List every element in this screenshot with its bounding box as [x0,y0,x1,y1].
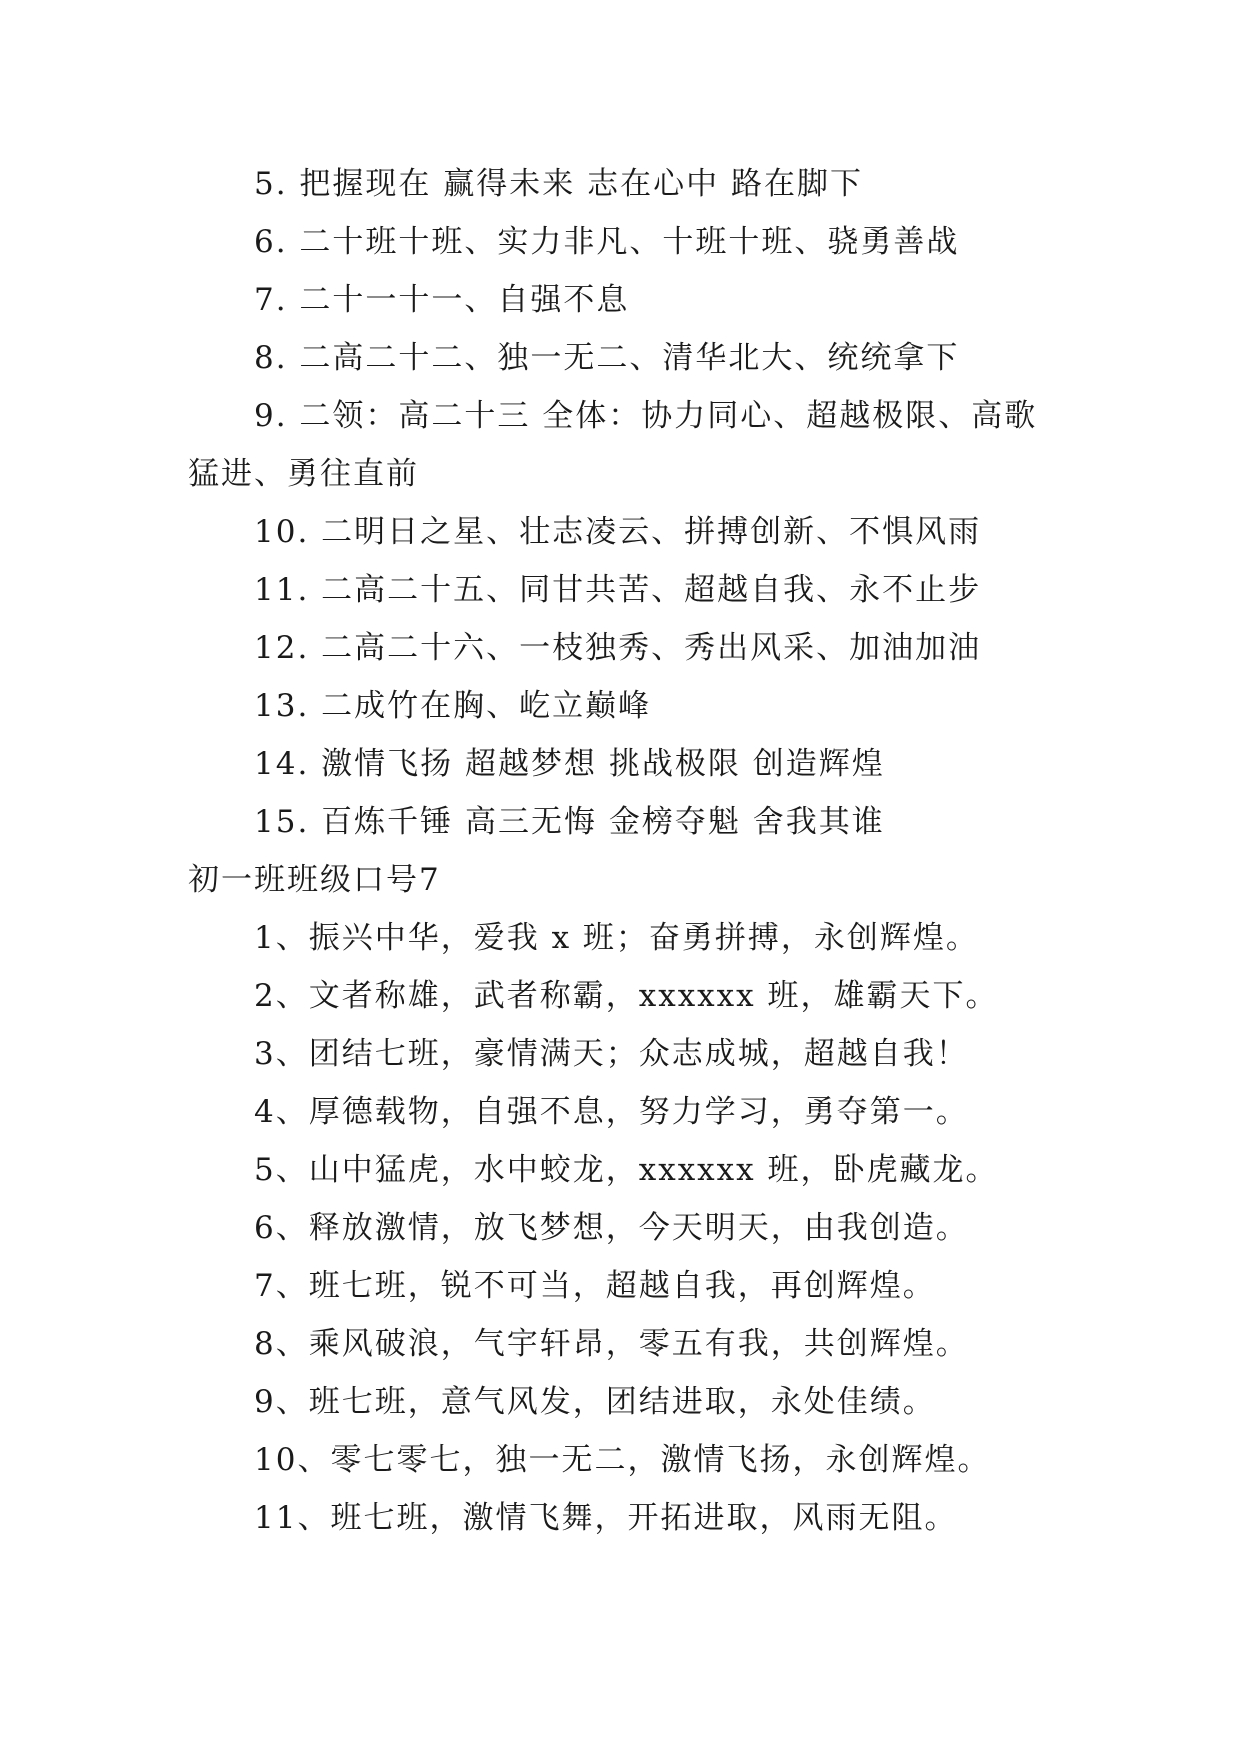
slogan-line: 4、厚德载物，自强不息，努力学习，勇夺第一。 [254,1094,969,1130]
slogan-line: 11. 二高二十五、同甘共苦、超越自我、永不止步 [254,572,982,608]
slogan-line: 9、班七班，意气风发，团结进取，永处佳绩。 [254,1384,936,1420]
document-body [188,155,1068,1547]
slogan-line: 6. 二十班十班、实力非凡、十班十班、骁勇善战 [254,224,960,260]
slogan-line: 11、班七班，激情飞舞，开拓进取，风雨无阻。 [254,1500,958,1536]
slogan-line: 2、文者称雄，武者称霸，xxxxxx 班，雄霸天下。 [254,978,999,1014]
slogan-line: 7、班七班，锐不可当，超越自我，再创辉煌。 [254,1268,936,1304]
slogan-line: 7. 二十一十一、自强不息 [254,282,630,318]
slogan-line: 1、振兴中华，爱我 x 班；奋勇拼搏，永创辉煌。 [254,920,979,956]
slogan-line: 9. 二领：高二十三 全体：协力同心、超越极限、高歌 [254,398,1038,434]
slogan-line: 10、零七零七，独一无二，激情飞扬，永创辉煌。 [254,1442,991,1478]
slogan-line: 14. 激情飞扬 超越梦想 挑战极限 创造辉煌 [254,746,885,782]
slogan-line: 3、团结七班，豪情满天；众志成城，超越自我！ [254,1036,969,1072]
section-title: 初一班班级口号7 [188,862,441,898]
slogan-line: 8. 二高二十二、独一无二、清华北大、统统拿下 [254,340,960,376]
slogan-line: 5. 把握现在 赢得未来 志在心中 路在脚下 [254,166,863,202]
slogan-line-continuation: 猛进、勇往直前 [188,456,419,492]
slogan-line: 5、山中猛虎，水中蛟龙，xxxxxx 班，卧虎藏龙。 [254,1152,999,1188]
slogan-line: 13. 二成竹在胸、屹立巅峰 [254,688,652,724]
slogan-line: 12. 二高二十六、一枝独秀、秀出风采、加油加油 [254,630,982,666]
slogan-line: 6、释放激情，放飞梦想，今天明天，由我创造。 [254,1210,969,1246]
slogan-line: 15. 百炼千锤 高三无悔 金榜夺魁 舍我其谁 [254,804,885,840]
slogan-line: 10. 二明日之星、壮志凌云、拼搏创新、不惧风雨 [254,514,982,550]
slogan-line: 8、乘风破浪，气宇轩昂，零五有我，共创辉煌。 [254,1326,969,1362]
